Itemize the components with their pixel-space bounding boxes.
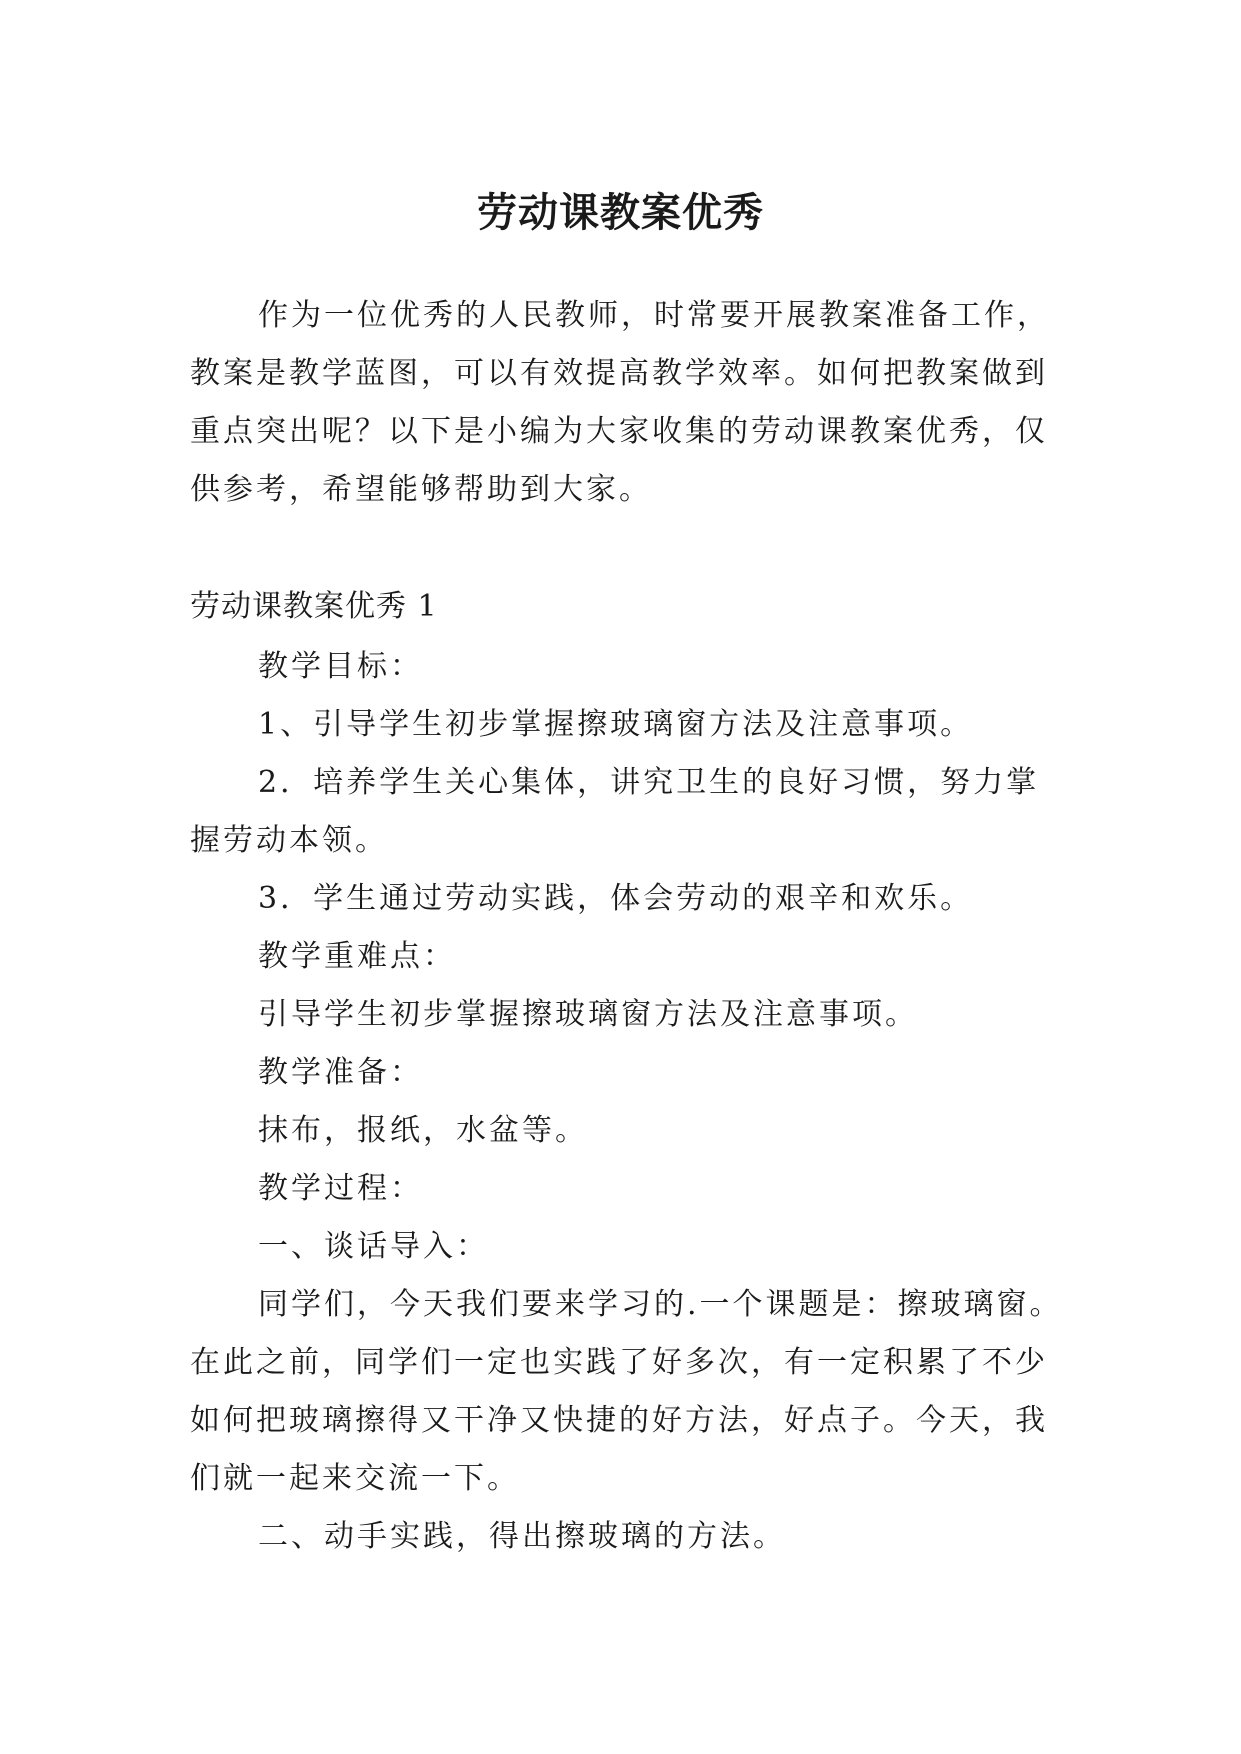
paragraph-goal-2: 2．培养学生关心集体，讲究卫生的良好习惯，努力掌握劳动本领。 [190, 765, 1040, 858]
lesson-body [190, 638, 1070, 1566]
paragraph-key-points: 引导学生初步掌握擦玻璃窗方法及注意事项。 [258, 997, 918, 1032]
paragraph-key-points-heading: 教学重难点： [258, 939, 456, 974]
paragraph-preparation: 抹布，报纸，水盆等。 [258, 1113, 588, 1148]
paragraph-goal-1: 1、引导学生初步掌握擦玻璃窗方法及注意事项。 [258, 707, 974, 742]
paragraph-step-1-text: 同学们，今天我们要来学习的.一个课题是：擦玻璃窗。在此之前，同学们一定也实践了好多次，有一定积累了不少如何把玻璃擦得又干净又快捷的好方法，好点子。今天，我们就一起来交流一下。 [190, 1287, 1063, 1496]
paragraph-process-heading: 教学过程： [258, 1171, 423, 1206]
intro-paragraph: 作为一位优秀的人民教师，时常要开展教案准备工作，教案是教学蓝图，可以有效提高教学效率。如何把教案做到重点突出呢？以下是小编为大家收集的劳动课教案优秀，仅供参考，希望能够帮助到大家。 [190, 298, 1050, 507]
paragraph-step-2-heading: 二、动手实践，得出擦玻璃的方法。 [258, 1519, 786, 1554]
paragraph-goal-3: 3．学生通过劳动实践，体会劳动的艰辛和欢乐。 [258, 881, 974, 916]
paragraph-teaching-goals-heading: 教学目标： [258, 649, 423, 684]
paragraph-step-1-heading: 一、谈话导入： [258, 1229, 489, 1264]
paragraph-preparation-heading: 教学准备： [258, 1055, 423, 1090]
document-title: 劳动课教案优秀 [477, 188, 764, 236]
section-heading: 劳动课教案优秀 1 [190, 589, 438, 624]
